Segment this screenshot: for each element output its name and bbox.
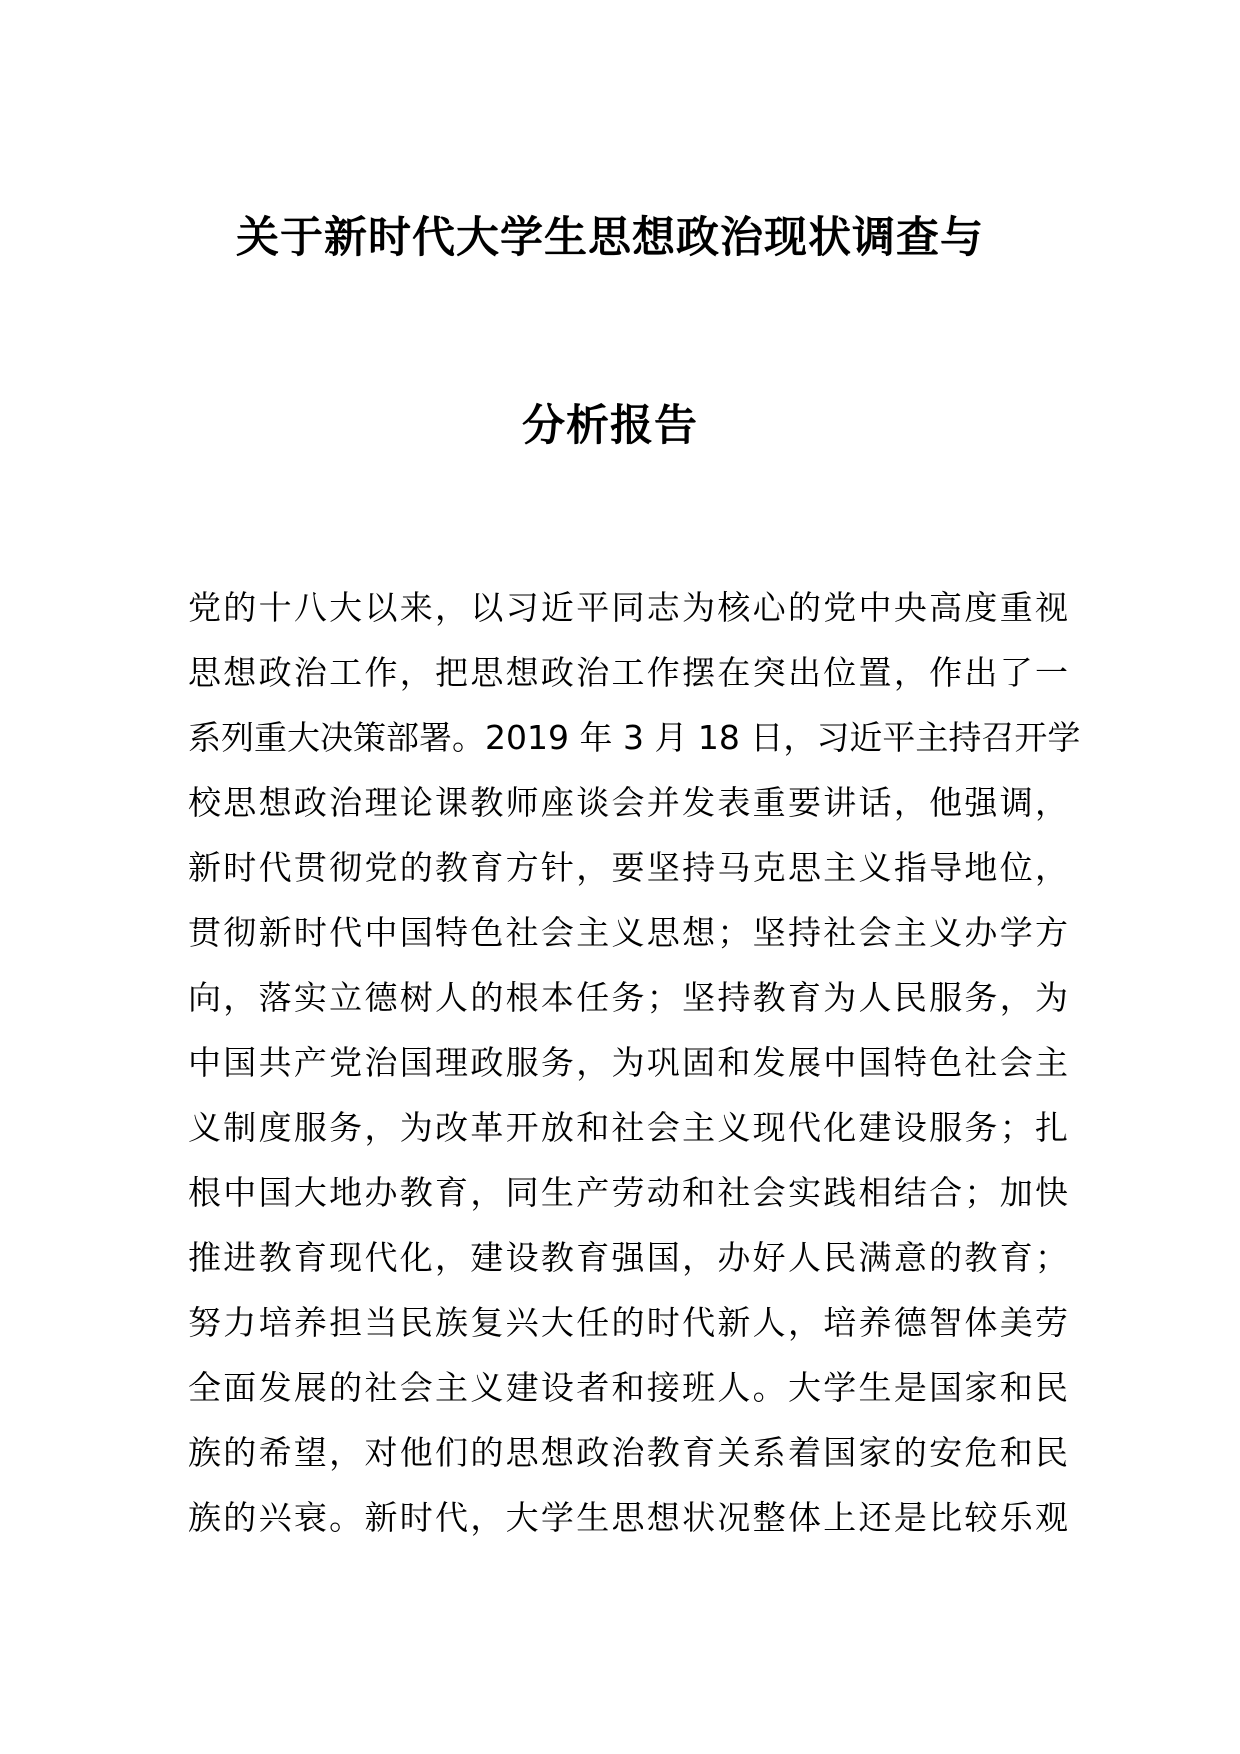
body-line: 新时代贯彻党的教育方针，要坚持马克思主义指导地位， bbox=[188, 848, 1068, 887]
body-paragraph bbox=[188, 575, 1081, 1550]
body-line: 中国共产党治国理政服务，为巩固和发展中国特色社会主 bbox=[188, 1043, 1068, 1082]
body-line: 思想政治工作，把思想政治工作摆在突出位置，作出了一 bbox=[188, 653, 1068, 692]
body-line: 向，落实立德树人的根本任务；坚持教育为人民服务，为 bbox=[188, 978, 1068, 1017]
document-title-line-2: 分析报告 bbox=[522, 401, 698, 451]
body-line: 全面发展的社会主义建设者和接班人。大学生是国家和民 bbox=[188, 1368, 1068, 1407]
body-line: 校思想政治理论课教师座谈会并发表重要讲话，他强调， bbox=[188, 783, 1068, 822]
body-line: 族的希望，对他们的思想政治教育关系着国家的安危和民 bbox=[188, 1433, 1068, 1472]
body-line: 族的兴衰。新时代，大学生思想状况整体上还是比较乐观 bbox=[188, 1498, 1068, 1537]
body-line: 系列重大决策部署。2019 年 3 月 18 日，习近平主持召开学 bbox=[188, 718, 1081, 757]
body-line: 贯彻新时代中国特色社会主义思想；坚持社会主义办学方 bbox=[188, 913, 1068, 952]
body-line: 义制度服务，为改革开放和社会主义现代化建设服务；扎 bbox=[188, 1108, 1068, 1147]
body-line: 努力培养担当民族复兴大任的时代新人，培养德智体美劳 bbox=[188, 1303, 1068, 1342]
body-line: 根中国大地办教育，同生产劳动和社会实践相结合；加快 bbox=[188, 1173, 1068, 1212]
body-line: 推进教育现代化，建设教育强国，办好人民满意的教育； bbox=[188, 1238, 1068, 1277]
document-title-line-1: 关于新时代大学生思想政治现状调查与 bbox=[236, 213, 984, 263]
body-line: 党的十八大以来，以习近平同志为核心的党中央高度重视 bbox=[188, 588, 1068, 627]
